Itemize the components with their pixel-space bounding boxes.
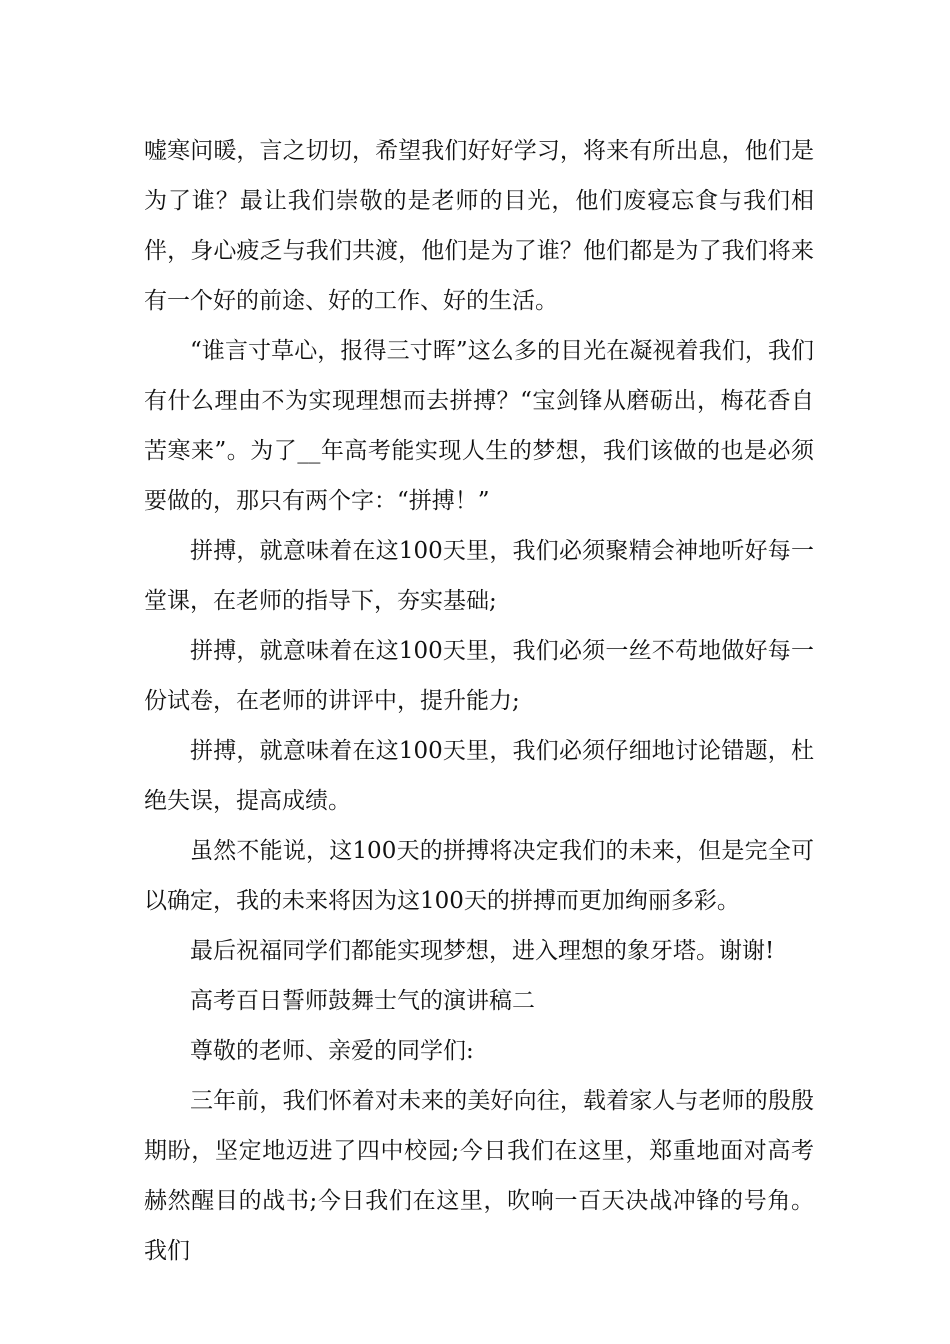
salutation: 尊敬的老师、亲爱的同学们: xyxy=(190,1038,474,1064)
paragraph-quote: “谁言寸草心，报得三寸晖”这么多的目光在凝视着我们，我们有什么理由不为实现理想而去拼搏？“宝剑锋从磨砺出，梅花香自苦寒来”。为了__年高考能实现人生的梦想，我们该做的也是必须要做的，那只有两个字：“拼搏！” xyxy=(144,338,814,514)
paragraph-continuation: 嘘寒问暖，言之切切，希望我们好好学习，将来有所出息，他们是为了谁？最让我们崇敬的是老师的目光，他们废寝忘食与我们相伴，身心疲乏与我们共渡，他们是为了谁？他们都是为了我们将来有一个好的前途、好的工作、好的生活。 xyxy=(144,138,814,314)
paragraph-future: 虽然不能说，这100天的拼搏将决定我们的未来，但是完全可以确定，我的未来将因为这100天的拼搏而更加绚丽多彩。 xyxy=(144,838,814,914)
paragraph-pinbo-2: 拼搏，就意味着在这100天里，我们必须一丝不苟地做好每一份试卷，在老师的讲评中，提升能力; xyxy=(144,638,814,714)
paragraph-closing: 最后祝福同学们都能实现梦想，进入理想的象牙塔。谢谢! xyxy=(190,938,775,964)
section-heading: 高考百日誓师鼓舞士气的演讲稿二 xyxy=(190,988,535,1014)
paragraph-pinbo-3: 拼搏，就意味着在这100天里，我们必须仔细地讨论错题，杜绝失误，提高成绩。 xyxy=(144,738,814,814)
paragraph-pinbo-1: 拼搏，就意味着在这100天里，我们必须聚精会神地听好每一堂课，在老师的指导下，夯实基础; xyxy=(144,538,814,614)
paragraph-three-years: 三年前，我们怀着对未来的美好向往，载着家人与老师的殷殷期盼，坚定地迈进了四中校园;今日我们在这里，郑重地面对高考赫然醒目的战书;今日我们在这里，吹响一百天决战冲锋的号角。我们 xyxy=(144,1088,814,1264)
document-body xyxy=(144,126,814,1276)
